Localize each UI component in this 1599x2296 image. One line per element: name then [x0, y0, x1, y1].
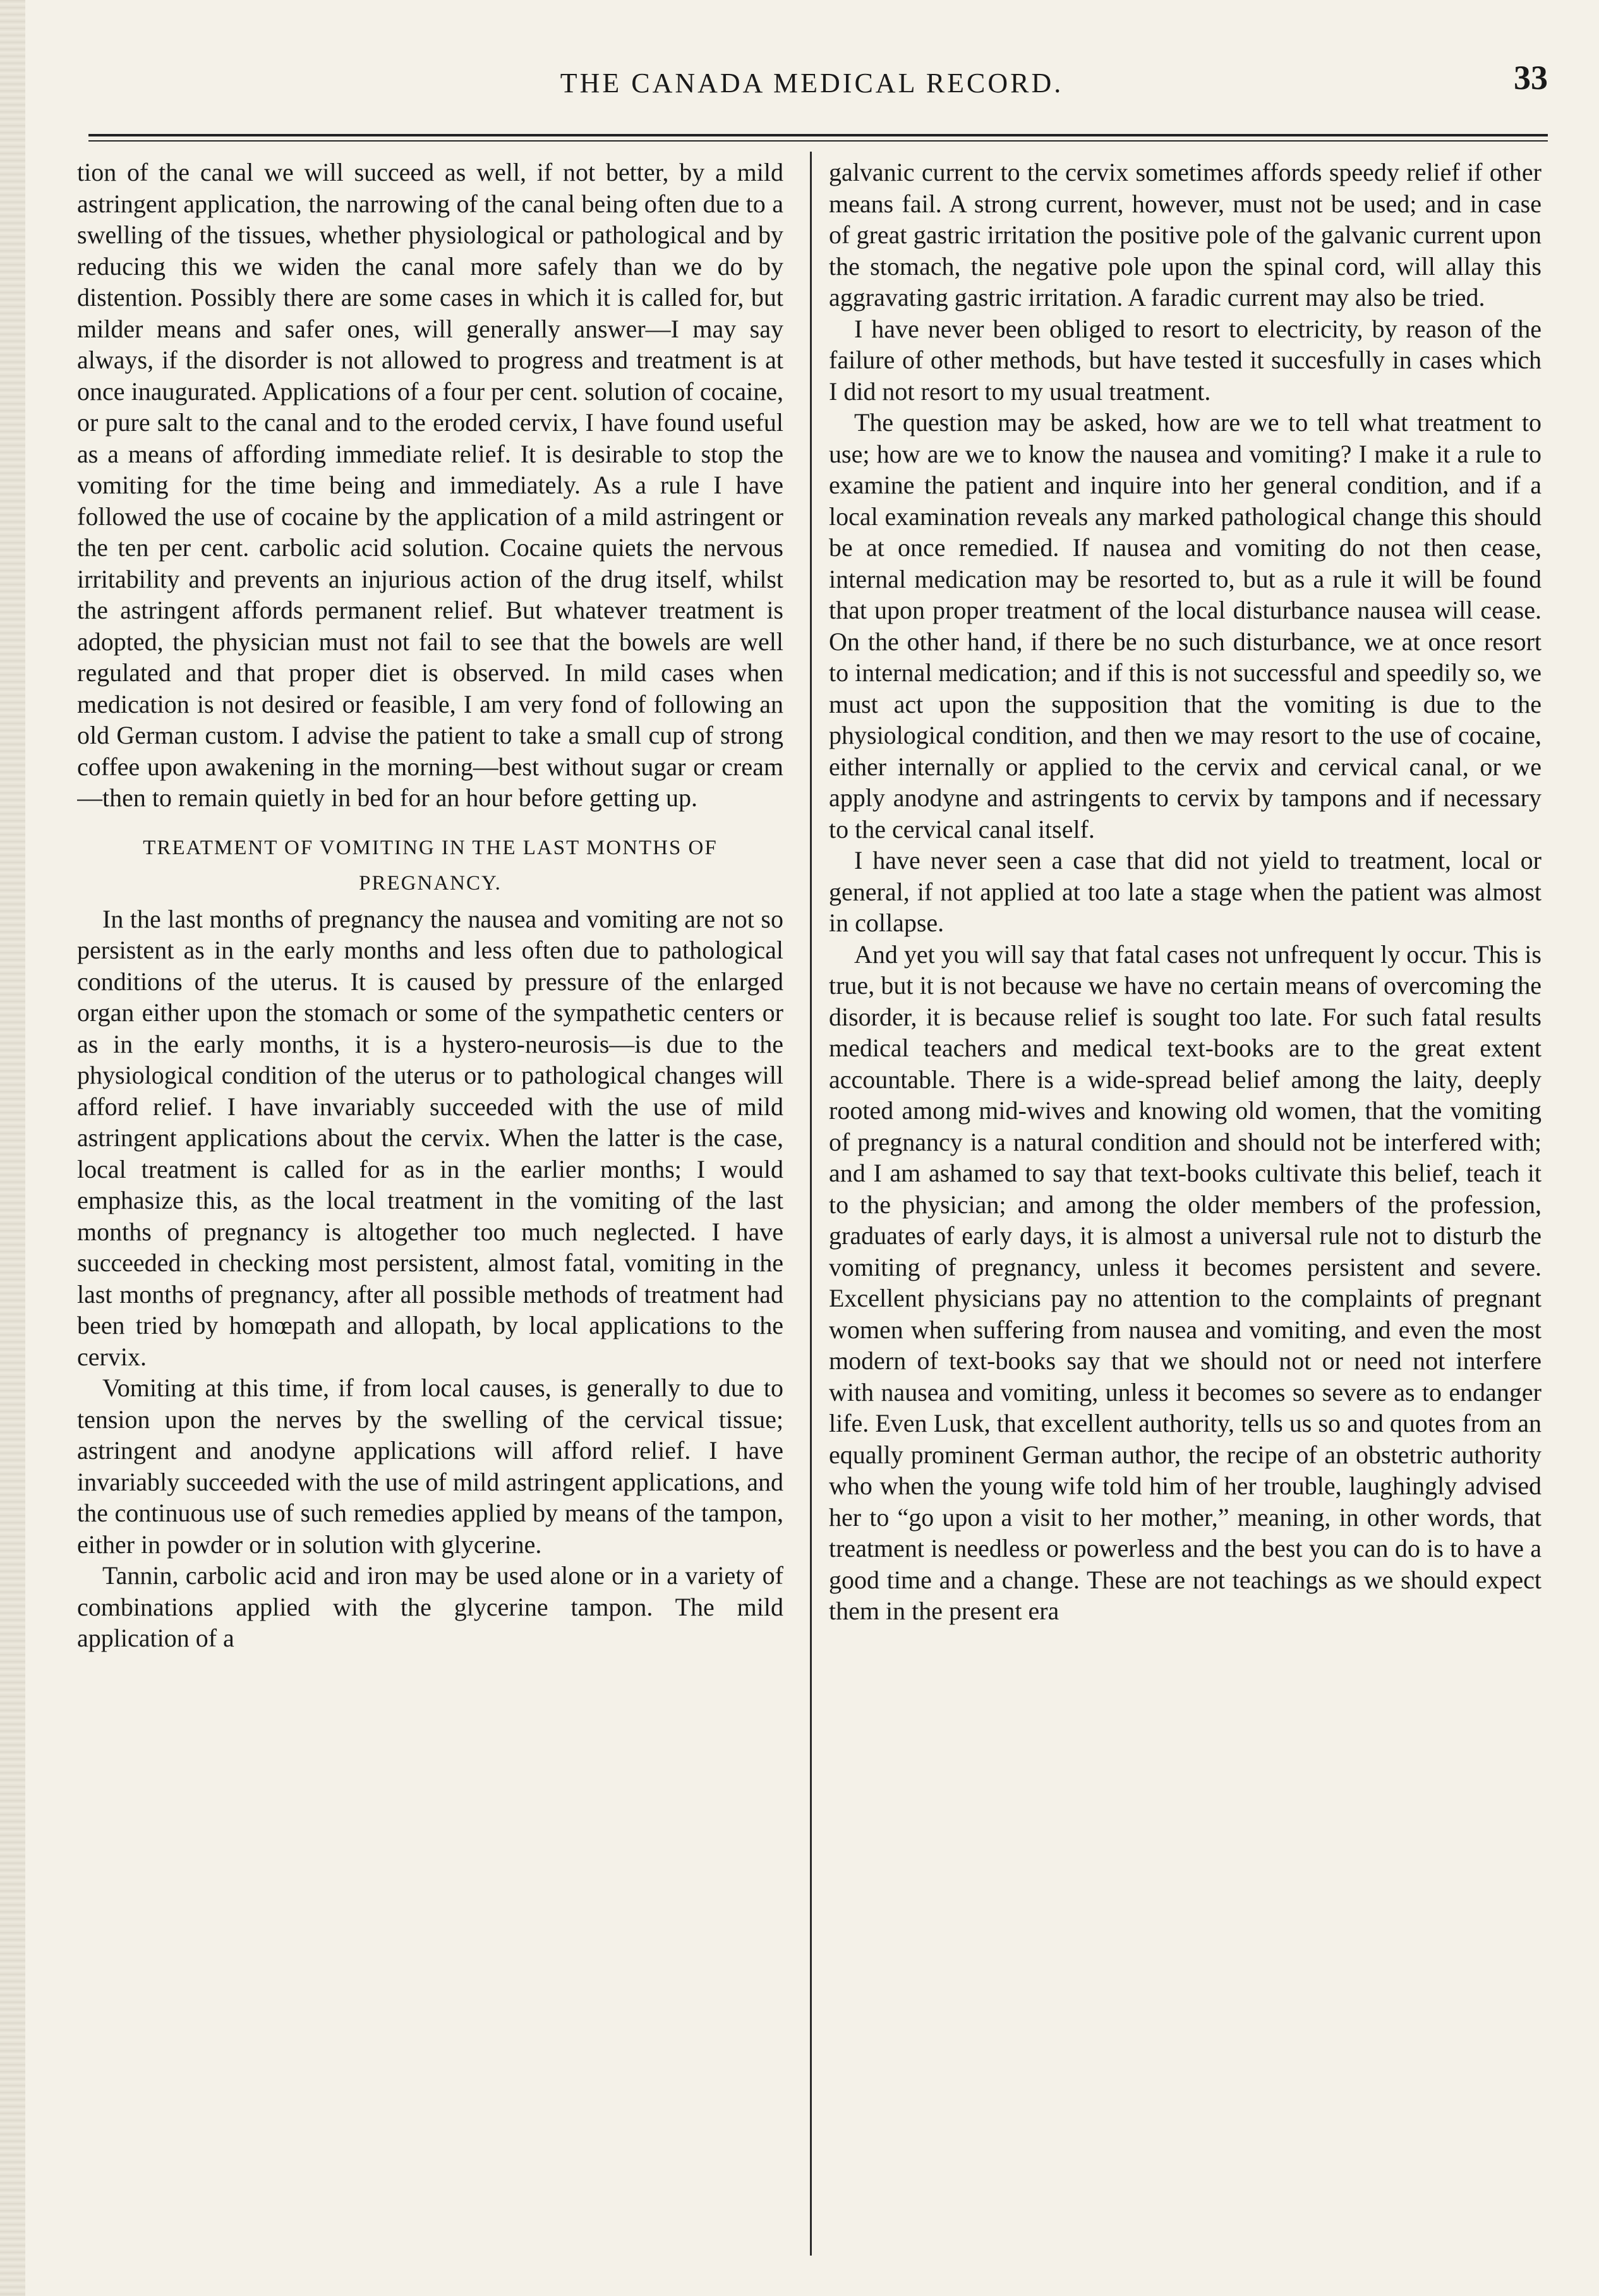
paragraph: Tannin, carbolic acid and iron may be used alone or in a variety of combinations applied with the glycerine tampon. The mild application of a	[77, 1561, 783, 1652]
paragraph: In the last months of pregnancy the nausea and vomiting are not so persistent as in the early months and less often due to pathological conditions of the uterus. It is caused by pressure of the enlarged organ either upon the stomach or some of the sympathetic centers or as in the early months, it is a hystero-neurosis—is due to the physiological condition of the uterus or to pathological changes will afford relief. I have invariably succeeded with the use of mild astringent applications about the cervix. When the latter is the case, local treatment is called for as in the earlier months; I would emphasize this, as the local treatment in the vomiting of the last months of pregnancy is altogether too much neglected. I have succeeded in checking most persistent, almost fatal, vomiting in the last months of pregnancy, after all possible methods of treatment had been tried by homœpath and allopath, by local applications to the cervix.	[77, 904, 783, 1371]
page-header	[76, 58, 1548, 115]
paragraph: I have never been obliged to resort to electricity, by reason of the failure of other methods, but have tested it succesfully in cases which I did not resort to my usual treatment.	[829, 314, 1542, 406]
column-divider	[810, 152, 812, 2256]
page-binding-edge	[0, 0, 25, 2296]
paragraph: And yet you will say that fatal cases not unfrequent ly occur. This is true, but it is not because we have no certain means of overcoming the disorder, it is because relief is sought too late. For such fatal results medical teachers and medical text-books are to the great extent accountable. There is a wide-spread belief among the laity, deeply rooted among mid-wives and knowing old women, that the vomiting of pregnancy is a natural condition and should not be interfered with; and I am ashamed to say that text-books cultivate this belief, teach it to the physician; and among the older members of the profession, graduates of early days, it is almost a universal rule not to disturb the vomiting of pregnancy, unless it becomes persistent and severe. Excellent physicians pay no attention to the complaints of pregnant women when suffering from nausea and vomiting, and even the most modern of text-books say that we should not or need not interfere with nausea and vomiting, unless it becomes so severe as to endanger life. Even Lusk, that excellent authority, tells us so and quotes from an equally prominent German author, the recipe of an obstetric authority who when the young wife told him of her trouble, laughingly advised her to “go upon a visit to her mother,” meaning, in other words, that treatment is needless or powerless and the best you can do is to have a good time and a change. These are not teachings as we should expect them in the present era	[829, 940, 1542, 1625]
section-heading-continued: PREGNANCY.	[359, 871, 502, 895]
continued-paragraph: galvanic current to the cervix sometimes affords speedy relief if other means fail. A strong current, however, must not be used; and in case of great gastric irritation the positive pole of the galvanic current upon the stomach, the negative pole upon the spinal cord, will allay this aggravating gastric irritation. A faradic current may also be tried.	[829, 158, 1542, 311]
continued-paragraph: tion of the canal we will succeed as well, if not better, by a mild astringent application, the narrowing of the canal being often due to a swelling of the tissues, whether physiological or pathological and by reducing this we widen the canal more safely than we do by distention. Possibly there are some cases in which it is called for, but milder means and safer ones, will generally answer—I may say always, if the disorder is not allowed to progress and treatment is at once inaugurated. Applications of a four per cent. solution of cocaine, or pure salt to the canal and to the eroded cervix, I have found useful as a means of affording immediate relief. It is desirable to stop the vomiting for the time being and immediately. As a rule I have followed the use of cocaine by the application of a mild astringent or the ten per cent. carbolic acid solution. Cocaine quiets the nervous irritability and prevents an injurious action of the drug itself, whilst the astringent affords permanent relief. But whatever treatment is adopted, the physician must not fail to see that the bowels are well regulated and that proper diet is observed. In mild cases when medication is not desired or feasible, I am very fond of following an old German custom. I advise the patient to take a small cup of strong coffee upon awakening in the morning—best without sugar or cream—then to remain quietly in bed for an hour before getting up.	[77, 158, 783, 812]
section-heading: TREATMENT OF VOMITING IN THE LAST MONTHS OF	[143, 836, 718, 859]
header-double-rule	[88, 134, 1548, 142]
journal-title: THE CANADA MEDICAL RECORD.	[560, 68, 1064, 99]
paragraph: I have never seen a case that did not yield to treatment, local or general, if not applied at too late a stage when the patient was almost in collapse.	[829, 846, 1542, 937]
right-column	[829, 157, 1542, 2267]
paragraph: The question may be asked, how are we to tell what treatment to use; how are we to know the nausea and vomiting? I make it a rule to examine the patient and inquire into her general condition, and if a local examination reveals any marked pathological change this should be at once remedied. If nausea and vomiting do not then cease, internal medication may be resorted to, but as a rule it will be found that upon proper treatment of the local disturbance nausea will cease. On the other hand, if there be no such disturbance, we at once resort to internal medication; and if this is not successful and speedily so, we must act upon the supposition that the vomiting is due to the physiological condition, and then we may resort to the use of cocaine, either internally or applied to the cervix and cervical canal, or we apply anodyne and astringents to cervix by tampons and if necessary to the cervical canal itself.	[829, 408, 1542, 843]
left-column	[77, 157, 783, 2267]
page-number: 33	[1514, 59, 1548, 97]
paragraph: Vomiting at this time, if from local causes, is generally to due to tension upon the nerves by the swelling of the cervical tissue; astringent and anodyne applications will afford relief. I have invariably succeeded with the use of mild astringent applications, and the continuous use of such remedies applied by means of the tampon, either in powder or in solution with glycerine.	[77, 1374, 783, 1559]
